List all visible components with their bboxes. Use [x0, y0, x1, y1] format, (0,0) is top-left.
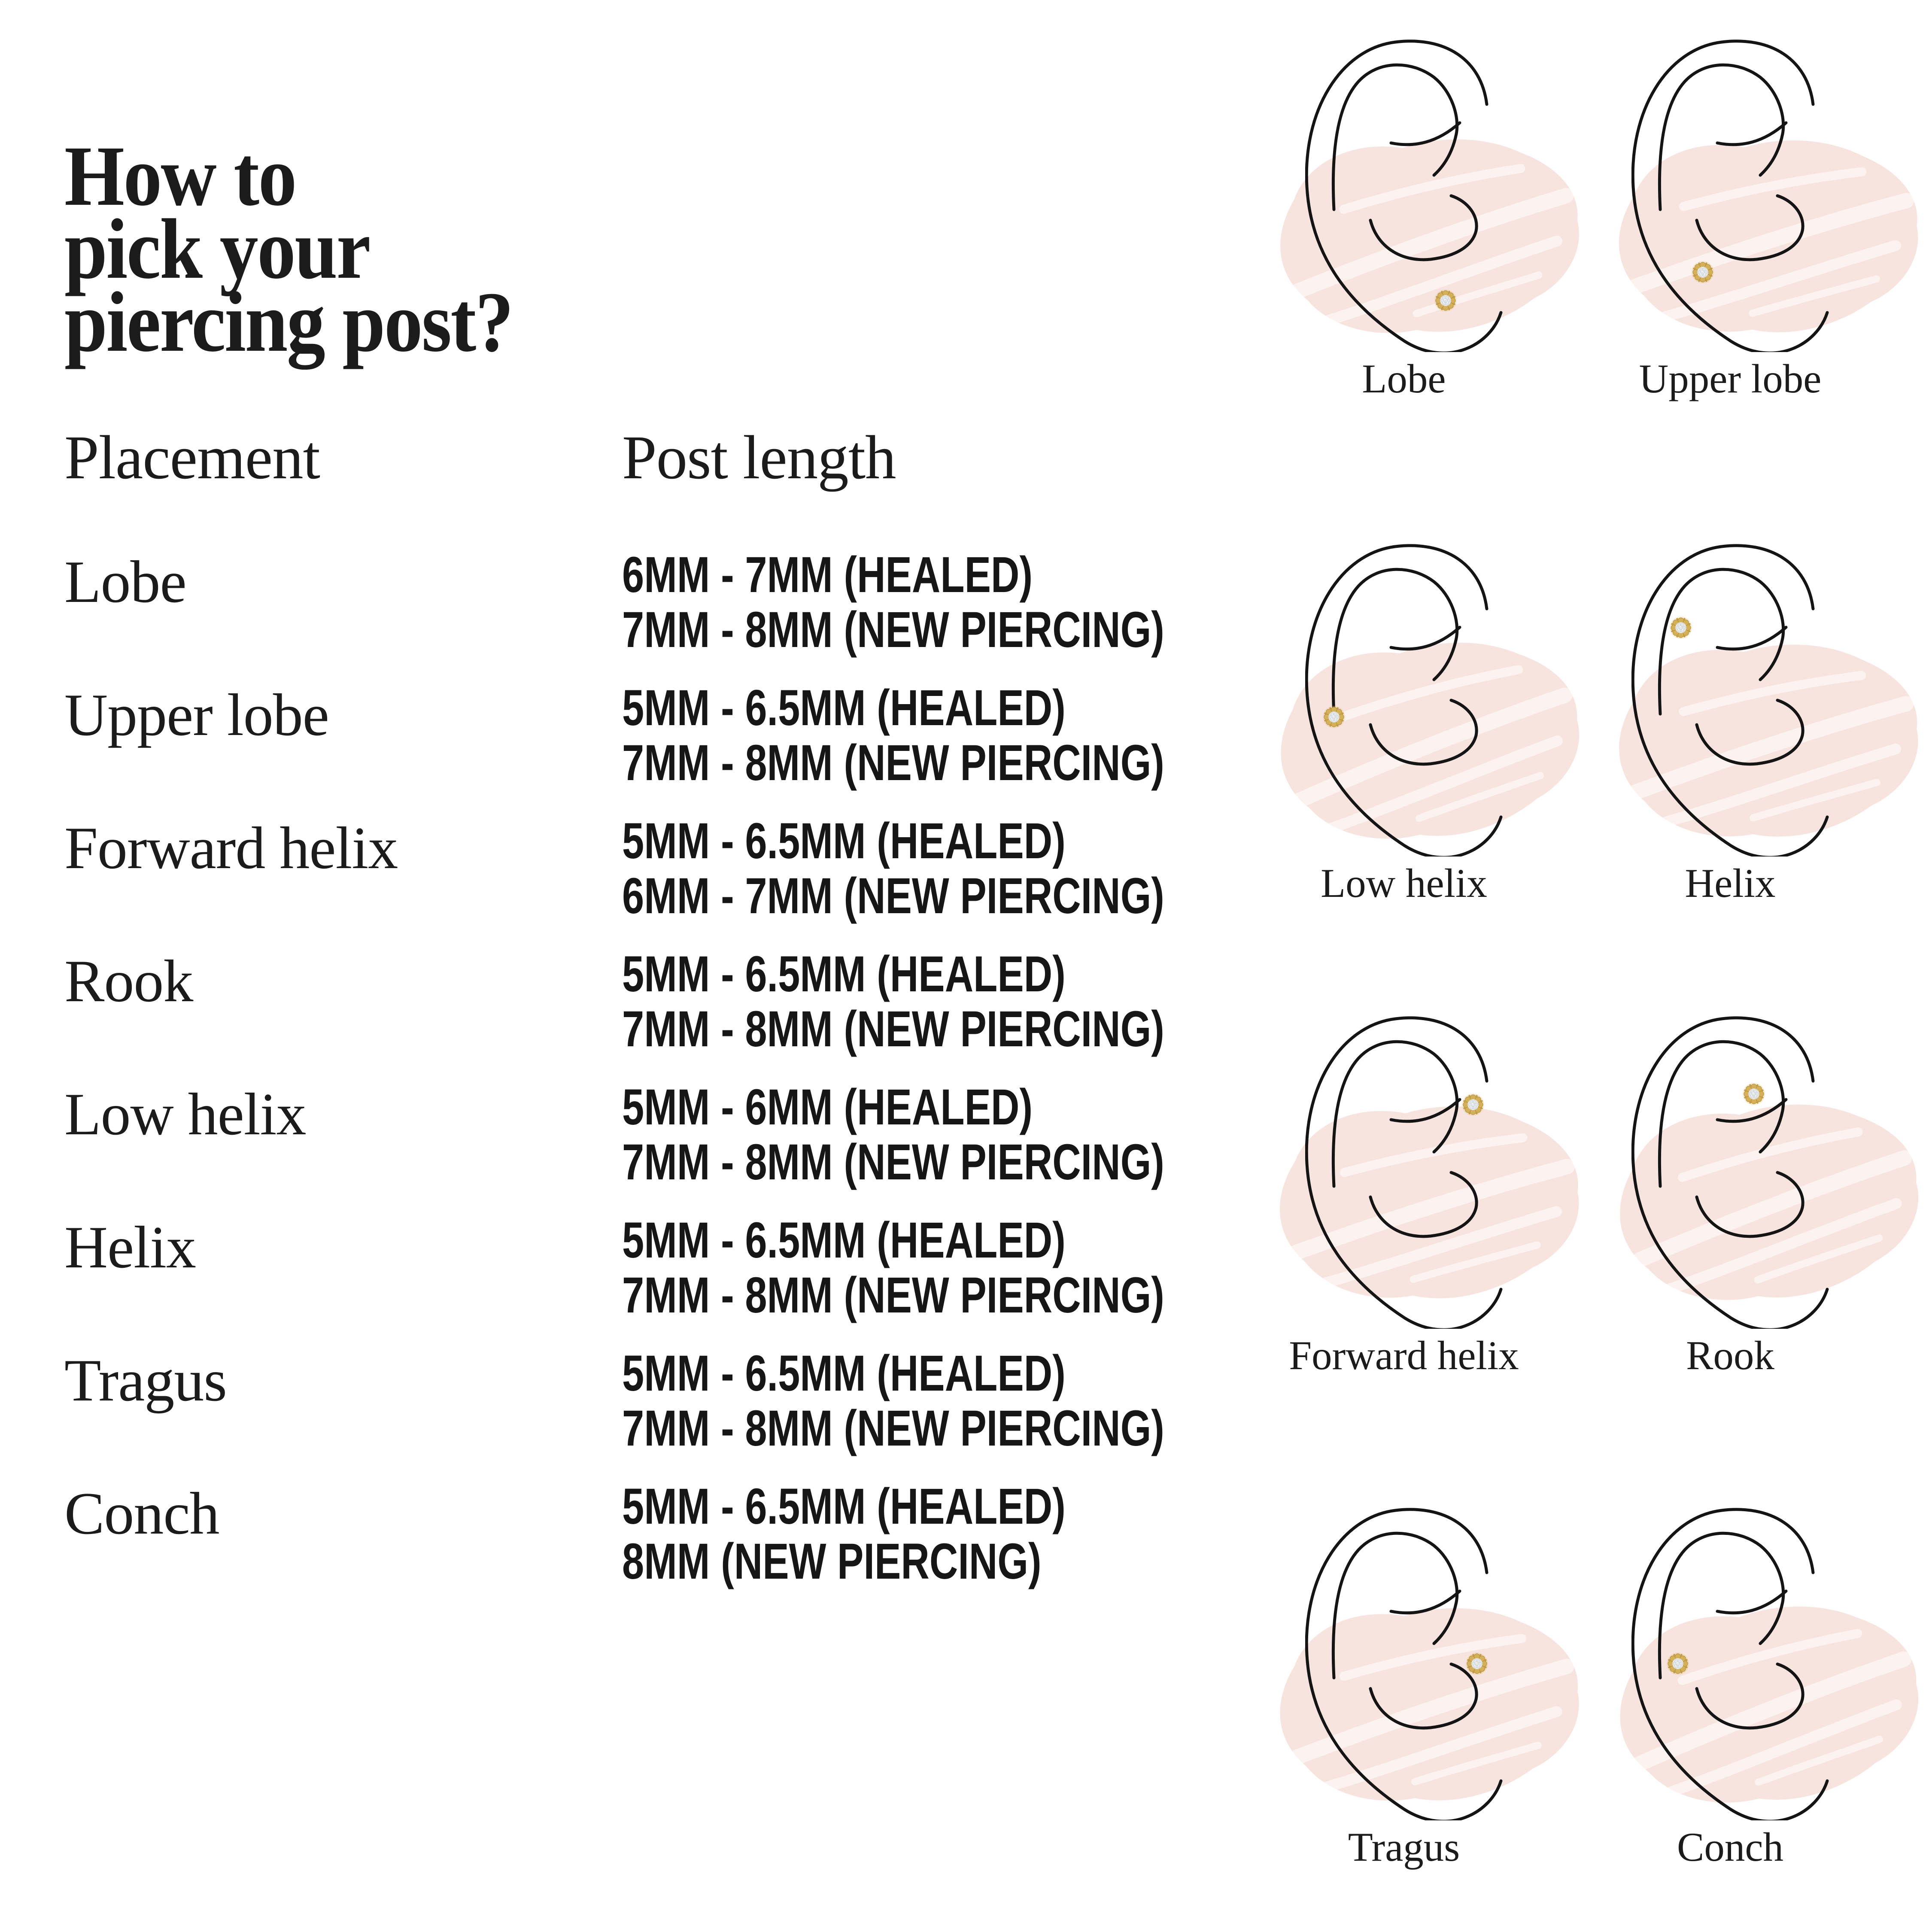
post-length-tragus-new: 7MM - 8MM (NEW PIERCING): [622, 1400, 1164, 1457]
ear-diagram-tragus: [1305, 1507, 1503, 1870]
post-length-lobe: [622, 547, 1317, 657]
post-length-helix: [622, 1213, 1317, 1323]
ear-outline: [1305, 543, 1503, 857]
earring-stud-icon: [1666, 1652, 1689, 1675]
title-line-1: How to: [64, 129, 296, 224]
post-length-conch-healed: 5MM - 6.5MM (HEALED): [622, 1478, 1066, 1535]
placement-label-conch: Conch: [64, 1480, 219, 1547]
post-length-upper-lobe: [622, 680, 1317, 790]
placement-label-helix: Helix: [64, 1214, 196, 1281]
earring-stud-icon: [1322, 705, 1346, 729]
post-length-upper-lobe-healed: 5MM - 6.5MM (HEALED): [622, 680, 1066, 736]
ear-diagram-low-helix: [1305, 543, 1503, 906]
earring-stud-icon: [1742, 1082, 1765, 1106]
ear-diagram-helix: [1631, 543, 1829, 906]
earring-stud-icon: [1691, 261, 1714, 284]
post-length-tragus-healed: 5MM - 6.5MM (HEALED): [622, 1345, 1066, 1402]
post-length-forward-helix-new: 6MM - 7MM (NEW PIERCING): [622, 868, 1164, 924]
post-length-low-helix-new: 7MM - 8MM (NEW PIERCING): [622, 1134, 1164, 1191]
ear-diagram-lobe: [1305, 39, 1503, 401]
ear-caption-tragus: Tragus: [1348, 1824, 1460, 1870]
post-length-rook: [622, 947, 1317, 1057]
ear-diagram-conch: [1631, 1507, 1829, 1870]
earring-stud-icon: [1465, 1652, 1488, 1675]
ear-outline: [1631, 39, 1829, 352]
earring-stud-icon: [1434, 289, 1457, 312]
post-length-helix-new: 7MM - 8MM (NEW PIERCING): [622, 1267, 1164, 1324]
ear-outline: [1631, 543, 1829, 857]
post-length-upper-lobe-new: 7MM - 8MM (NEW PIERCING): [622, 735, 1164, 791]
post-length-tragus: [622, 1346, 1317, 1456]
placement-label-lobe: Lobe: [64, 549, 186, 615]
page-title: [64, 129, 513, 370]
ear-diagram-forward-helix: [1289, 1015, 1519, 1378]
post-length-lobe-new: 7MM - 8MM (NEW PIERCING): [622, 601, 1164, 658]
ear-caption-low-helix: Low helix: [1321, 860, 1487, 906]
ear-caption-lobe: Lobe: [1362, 356, 1446, 401]
placement-label-low-helix: Low helix: [64, 1081, 306, 1148]
placement-column-header: Placement: [64, 423, 320, 492]
post-length-helix-healed: 5MM - 6.5MM (HEALED): [622, 1212, 1066, 1269]
ear-caption-helix: Helix: [1685, 860, 1776, 906]
post-length-column-header: Post length: [622, 423, 896, 492]
ear-outline: [1631, 1015, 1829, 1329]
placement-label-forward-helix: Forward helix: [64, 815, 398, 881]
earring-stud-icon: [1461, 1093, 1485, 1116]
post-length-low-helix-healed: 5MM - 6MM (HEALED): [622, 1079, 1033, 1136]
ear-outline: [1305, 1015, 1503, 1329]
placement-label-rook: Rook: [64, 948, 193, 1015]
ear-caption-forward-helix: Forward helix: [1289, 1333, 1519, 1378]
placement-label-upper-lobe: Upper lobe: [64, 682, 329, 748]
title-line-2: pick your: [64, 202, 370, 297]
ear-diagram-upper-lobe: [1631, 39, 1829, 401]
ear-caption-upper-lobe: Upper lobe: [1639, 356, 1822, 401]
ear-caption-conch: Conch: [1677, 1824, 1784, 1870]
post-length-lobe-healed: 6MM - 7MM (HEALED): [622, 547, 1033, 603]
post-length-low-helix: [622, 1080, 1317, 1190]
title-line-3: piercing post?: [64, 275, 513, 370]
post-length-forward-helix-healed: 5MM - 6.5MM (HEALED): [622, 813, 1066, 869]
placement-label-tragus: Tragus: [64, 1347, 227, 1414]
ear-diagram-rook: [1631, 1015, 1829, 1378]
post-length-conch: [622, 1479, 1191, 1589]
post-length-rook-new: 7MM - 8MM (NEW PIERCING): [622, 1001, 1164, 1057]
earring-stud-icon: [1669, 616, 1692, 639]
ear-outline: [1305, 39, 1503, 352]
post-length-forward-helix: [622, 814, 1317, 923]
ear-caption-rook: Rook: [1686, 1333, 1774, 1378]
post-length-conch-new: 8MM (NEW PIERCING): [622, 1533, 1042, 1590]
ear-outline: [1631, 1507, 1829, 1820]
post-length-rook-healed: 5MM - 6.5MM (HEALED): [622, 946, 1066, 1002]
